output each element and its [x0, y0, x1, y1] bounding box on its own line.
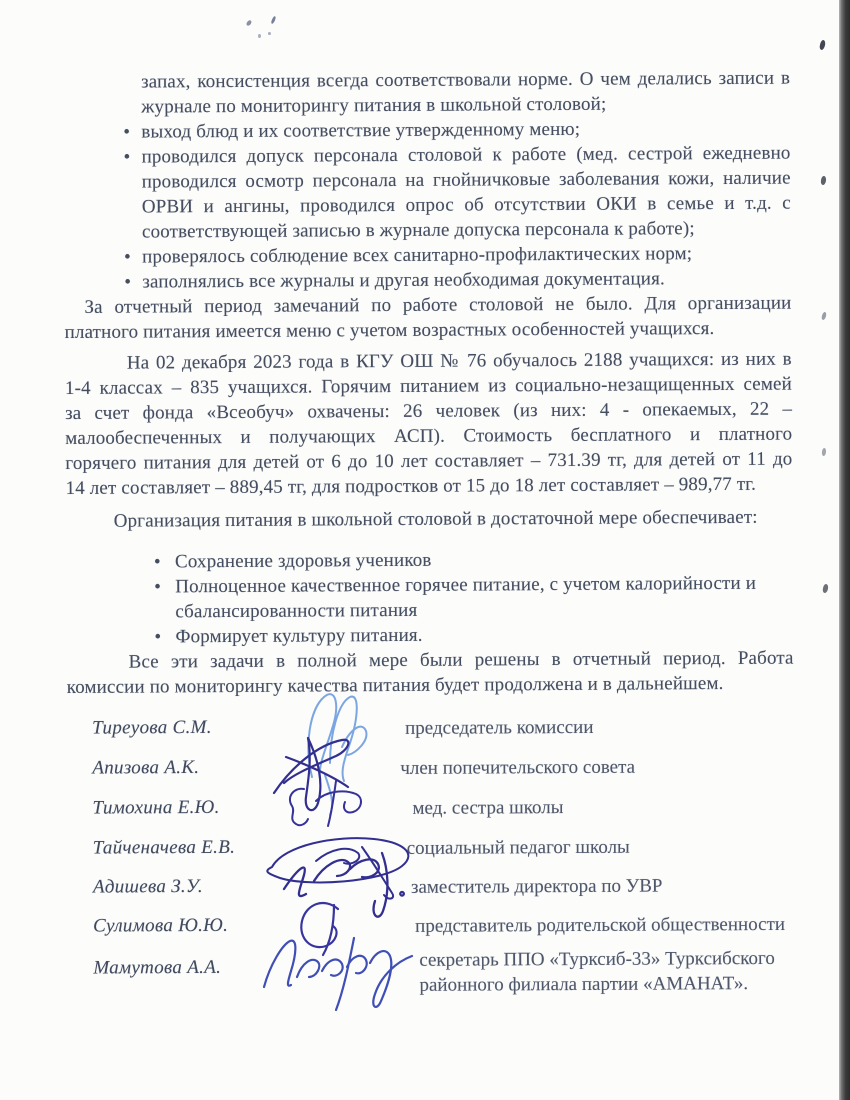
text-line: проводился осмотр персонала на гнойничковые заболевания кожи, наличие	[141, 167, 791, 193]
text-line: запах, консистенция всегда соответствовали норме. О чем делались записи в	[141, 67, 791, 93]
signatory-title: член попечительского совета	[400, 756, 636, 779]
signatory-name: Апизова А.К.	[92, 756, 200, 779]
ink-speck	[258, 34, 261, 38]
signatory-name: Мамутова А.А.	[93, 956, 222, 979]
signatory-title: мед. сестра школы	[412, 797, 564, 819]
text-line: 14 лет составляет – 889,45 тг, для подростков от 15 до 18 лет составляет – 989,77 тг.	[65, 473, 757, 499]
bullet-icon: •	[123, 146, 131, 168]
text-line: Организация питания в школьной столовой в достаточной мере обеспечивает:	[113, 506, 758, 532]
text-line: выход блюд и их соответствие утвержденному меню;	[141, 118, 581, 143]
text-line: 1-4 классах – 835 учащихся. Горячим питанием из социально-незащищенных семей	[64, 373, 792, 399]
ink-speck	[246, 19, 253, 26]
signature-row	[1, 834, 850, 868]
text-line: проверялось соблюдение всех санитарно-профилактических норм;	[142, 243, 693, 268]
signatory-title-line: районного филиала партии «АМАНАТ».	[419, 973, 749, 996]
list-item	[63, 141, 790, 170]
signature-block	[0, 708, 850, 1052]
bullet-icon: •	[124, 271, 132, 293]
text-line: сбалансированности питания	[175, 599, 418, 623]
ink-speck	[819, 40, 826, 51]
signatory-name: Тимохина Е.Ю.	[92, 796, 220, 819]
signatory-name: Адишева З.У.	[92, 875, 203, 898]
signature-row	[0, 794, 850, 828]
list-item	[66, 571, 793, 600]
ink-speck	[270, 16, 276, 25]
signatory-title: социальный педагог школы	[406, 836, 630, 859]
signatory-name: Тиреуова С.М.	[92, 716, 212, 739]
text-line: Полноценное качественное горячее питание, с учетом калорийности и	[175, 572, 757, 598]
bullet-icon: •	[123, 121, 131, 143]
signatory-title: представитель родительской общественности	[415, 913, 786, 937]
signatory-title: председатель комиссии	[405, 716, 594, 739]
text-line: малообеспеченных и получающих АСП). Стоимость бесплатного и платного	[65, 423, 793, 449]
text-line: Все эти задачи в полной мере были решены в отчетный период. Работа	[128, 647, 794, 673]
text-line: ОРВИ и ангины, проводился опрос об отсутствии ОКИ в семье и т.д. с	[141, 192, 791, 218]
signatory-title: заместитель директора по УВР	[410, 875, 663, 898]
signature-row	[0, 714, 850, 748]
text-line: На 02 декабря 2023 года в КГУ ОШ № 76 обучалось 2188 учащихся: из них в	[126, 348, 792, 374]
signatory-title	[419, 946, 775, 998]
ink-speck	[268, 32, 271, 35]
text-line: платного питания имеется меню с учетом возрастных особенностей учащихся.	[64, 318, 715, 343]
signature-row	[1, 912, 850, 946]
text-line: комиссии по мониторингу качества питания будет продолжена и в дальнейшем.	[66, 672, 724, 698]
scan-edge	[839, 0, 850, 1100]
document-body	[63, 66, 794, 700]
text-line: Сохранение здоровья учеников	[174, 549, 432, 573]
ink-speck	[822, 584, 829, 594]
signature-row	[1, 947, 850, 996]
signatory-title-line: секретарь ППО «Турксиб-33» Турксибского	[419, 947, 775, 971]
list-item	[64, 266, 791, 295]
signature-row	[0, 754, 850, 788]
bullet-icon: •	[124, 246, 132, 268]
text-line: соответствующей записью в журнале допуска персонала к работе);	[141, 218, 695, 243]
ink-speck	[821, 448, 826, 456]
text-line: За отчетный период замечаний по работе столовой не было. Для организации	[84, 292, 792, 318]
signatory-name: Тайченачева Е.В.	[92, 836, 236, 859]
text-line: заполнялись все журналы и другая необходимая документация.	[142, 268, 665, 293]
ink-speck	[821, 312, 827, 321]
text-line: горячего питания для детей от 6 до 10 лет составляет – 731.39 тг, для детей от 11 до	[65, 448, 793, 474]
signatory-name: Сулимова Ю.Ю.	[93, 914, 229, 937]
text-line: журнале по мониторингу питания в школьной столовой;	[141, 93, 607, 118]
text-line: Формирует культуру питания.	[175, 624, 423, 648]
text-line: за счет фонда «Всеобуч» охвачены: 26 человек (из них: 4 - опекаемых, 22 –	[65, 398, 793, 424]
signature-row	[1, 873, 850, 907]
ink-speck	[820, 176, 826, 186]
bullet-icon: •	[153, 551, 161, 573]
list-item	[66, 621, 793, 650]
text-line: проводился допуск персонала столовой к работе (мед. сестрой ежедневно	[141, 142, 791, 168]
bullet-icon: •	[154, 576, 162, 598]
bullet-icon: •	[154, 626, 162, 648]
